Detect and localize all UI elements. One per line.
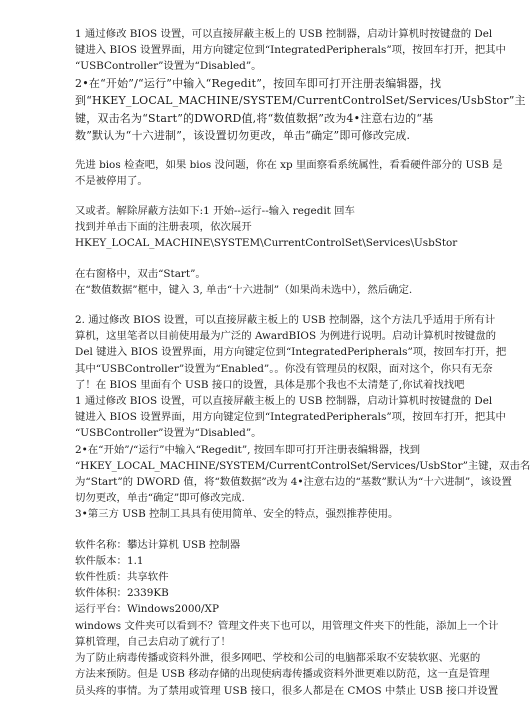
text-line: 软件性质：共享软件 xyxy=(75,571,169,584)
text-line: 方法来预防。但是 USB 移动存储的出现使病毒传播或资料外泄更难以防范，这一直是管理 xyxy=(75,668,490,681)
text-line: 2•在“开始”/“运行”中输入“Regedit”, 按回车即可打开注册表编辑器，找到 xyxy=(75,443,421,456)
paragraph-bios-method-2 xyxy=(75,312,530,523)
text-line: 运行平台：Windows2000/XP xyxy=(75,603,219,616)
paragraph-regedit-method xyxy=(75,75,526,145)
text-line: “USBController”设置为“Disabled”。 xyxy=(75,60,262,73)
text-line: windows 文件夹可以看到不？管理文件夹下也可以，用管理文件夹下的性能，添加上一个计 xyxy=(75,619,499,632)
text-line: 不是被停用了。 xyxy=(75,174,148,187)
text-line: 键，双击名为“Start”的DWORD值,将“数值数据”改为4•注意右边的“基 xyxy=(75,111,434,125)
paragraph-gap xyxy=(75,298,500,312)
text-line: 又或者。解除屏蔽方法如下:1 开始--运行--输入 regedit 回车 xyxy=(75,205,355,218)
text-line: 员头疼的事情。为了禁用或管理 USB 接口，很多人都是在 CMOS 中禁止 USB 接口并设置 xyxy=(75,684,499,697)
text-line: 算机，这里笔者以目前使用最为广泛的 AwardBIOS 为例进行说明。启动计算机时按键盘的 xyxy=(75,330,497,343)
paragraph-gap xyxy=(75,189,500,203)
text-line: “USBController”设置为“Disabled”。 xyxy=(75,427,262,440)
text-line: 在“数值数据”框中，键入 3, 单击“十六进制”（如果尚未选中），然后确定. xyxy=(75,283,413,296)
paragraph-start-value xyxy=(75,266,500,298)
text-line: 在右窗格中，双击“Start”。 xyxy=(75,267,206,280)
paragraph-gap xyxy=(75,252,500,266)
text-line: 数”默认为“十六进制”，该设置切勿更改，单击“确定”即可修改完成. xyxy=(75,129,411,143)
text-line: Del 键进入 BIOS 设置界面，用方向键定位到“IntegratedPeripherals”项，按回车打开，把 xyxy=(75,346,507,359)
paragraph-check-bios xyxy=(75,157,503,189)
text-line: 键进入 BIOS 设置界面，用方向键定位到“IntegratedPeripherals”项，按回车打开，把其中 xyxy=(75,411,506,424)
paragraph-gap xyxy=(75,523,500,537)
text-line: 了！在 BIOS 里面有个 USB 接口的设置，具体是那个我也不太清楚了,你试着找找吧 xyxy=(75,378,465,391)
text-line: 2•在“开始”/“运行”中输入“Regedit”，按回车即可打开注册表编辑器，找 xyxy=(75,76,442,90)
text-line: 2. 通过修改 BIOS 设置，可以直接屏蔽主板上的 USB 控制器，这个方法几乎适用于所有计 xyxy=(75,314,496,327)
paragraph-bios-method-1 xyxy=(75,26,506,75)
text-line: 切勿更改，单击“确定”即可修改完成. xyxy=(75,492,245,505)
text-line: HKEY_LOCAL_MACHINE\SYSTEM\CurrentControlSet\Services\UsbStor xyxy=(75,237,458,250)
text-line: 为“Start”的 DWORD 值，将“数值数据”改为 4•注意右边的“基数”默认为“十六进制”，该设置 xyxy=(75,476,512,489)
text-line: 算机管理，自己去启动了就行了！ xyxy=(75,635,231,648)
paragraph-software-info xyxy=(75,537,500,699)
text-line: 为了防止病毒传播或资料外泄，很多网吧、学校和公司的电脑都采取不安装软驱、光驱的 xyxy=(75,652,481,665)
text-line: 软件版本：1.1 xyxy=(75,554,144,567)
text-line: 先进 bios 检查吧，如果 bios 没问题，你在 xp 里面察看系统属性，看看硬件部分的 USB 是 xyxy=(75,158,503,171)
text-line: 到“HKEY_LOCAL_MACHINE/SYSTEM/CurrentControlSet/Services/UsbStor”主 xyxy=(75,94,526,108)
text-line: “HKEY_LOCAL_MACHINE/SYSTEM/CurrentControlSet/Services/UsbStor”主键，双击名 xyxy=(75,459,530,472)
text-line: 1 通过修改 BIOS 设置，可以直接屏蔽主板上的 USB 控制器，启动计算机时按键盘的 Del xyxy=(75,28,493,40)
text-line: 软件名称：攀达计算机 USB 控制器 xyxy=(75,538,241,551)
text-line: 1 通过修改 BIOS 设置，可以直接屏蔽主板上的 USB 控制器，启动计算机时按键盘的 Del xyxy=(75,395,493,408)
text-line: 软件体积：2339KB xyxy=(75,587,169,600)
text-line: 键进入 BIOS 设置界面，用方向键定位到“IntegratedPeripherals”项，按回车打开，把其中 xyxy=(75,44,506,57)
text-line: 其中“USBController”设置为“Enabled”。。你没有管理员的权限，面对这个，你只有无奈 xyxy=(75,362,493,375)
text-line: 找到并单击下面的注册表项，依次展开 xyxy=(75,221,252,234)
text-line: 3•第三方 USB 控制工具具有使用简单、安全的特点，强烈推荐使用。 xyxy=(75,508,399,521)
paragraph-unblock-method xyxy=(75,203,500,252)
paragraph-gap xyxy=(75,145,500,157)
